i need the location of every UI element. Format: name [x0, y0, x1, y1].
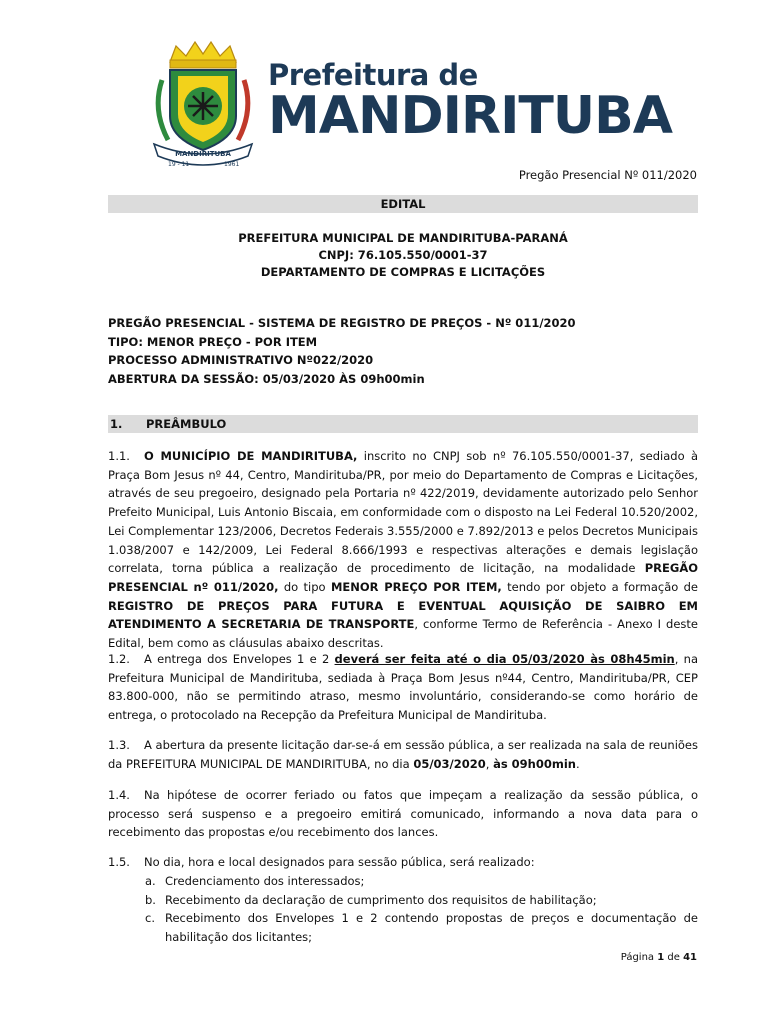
body-text: A entrega dos Envelopes 1 e 2: [144, 652, 335, 666]
org-name: PREFEITURA MUNICIPAL DE MANDIRITUBA-PARANÁ: [238, 231, 568, 245]
body-text: do tipo: [278, 579, 331, 594]
paragraph-1-2: [108, 650, 698, 725]
tender-info-line: ABERTURA DA SESSÃO: 05/03/2020 ÀS 09h00min: [108, 371, 425, 386]
paragraph-1-5: [108, 853, 698, 872]
section-heading: [108, 415, 698, 433]
list-letter: b.: [145, 892, 156, 907]
paragraph-number: 1.1.: [108, 449, 130, 463]
body-text: Na hipótese de ocorrer feriado ou fatos que impeçam a realização da sessão pública, o processo será suspenso e a pregoeiro emitirá comunicado, informando a nova data para o recebimento das propostas e/ou recebimento dos lances.: [108, 788, 698, 840]
tender-info-line: PROCESSO ADMINISTRATIVO Nº022/2020: [108, 353, 374, 367]
list-item: [145, 909, 698, 946]
paragraph-number: 1.4.: [108, 788, 130, 802]
list-item: [145, 872, 698, 891]
paragraph-number: 1.5.: [108, 855, 130, 869]
tender-info: [108, 314, 576, 388]
edital-heading: EDITAL: [108, 195, 698, 213]
body-text: tendo por objeto a formação de: [501, 579, 699, 594]
underlined-deadline: deverá ser feita até o dia 05/03/2020 às 08h45min: [334, 652, 675, 666]
org-cnpj: CNPJ: 76.105.550/0001-37: [318, 248, 488, 262]
seal-text: MANDIRITUBA: [175, 150, 231, 158]
section-title: PREÂMBULO: [146, 417, 227, 431]
bold-text: REGISTRO DE PREÇOS PARA FUTURA E EVENTUAL AQUISIÇÃO DE SAIBRO EM ATENDIMENTO A SECRETARIA DE TRANSPORTE: [108, 598, 698, 632]
page-footer: [621, 952, 697, 963]
brand-line1: Prefeitura de: [268, 58, 478, 92]
bold-text: 05/03/2020: [413, 756, 486, 771]
list-item: [145, 891, 698, 910]
tender-info-line: PREGÃO PRESENCIAL - SISTEMA DE REGISTRO DE PREÇOS - Nº 011/2020: [108, 316, 576, 330]
page-of: de: [667, 952, 680, 963]
body-text: , conforme Termo de Referência - Anexo I deste Edital, bem como as cláusulas abaixo descritas.: [108, 617, 698, 651]
seal-date-right: 1961: [224, 161, 240, 168]
body-text: .: [575, 756, 580, 771]
tender-info-line: TIPO: MENOR PREÇO - POR ITEM: [108, 334, 318, 349]
document-reference: Pregão Presencial Nº 011/2020: [518, 168, 697, 182]
body-text: , na Prefeitura Municipal de Mandirituba, sediada à Praça Bom Jesus nº44, Centro, Mandirituba/PR, CEP 83.800-000, não se permitindo atraso, mesmo involuntário, considerando-se como horário de entrega, o protocolado na Recepção da Prefeitura Municipal de Mandirituba.: [108, 652, 698, 723]
list-item-text: Credenciamento dos interessados;: [165, 874, 365, 888]
body-text: A abertura da presente licitação dar-se-á em sessão pública, a ser realizada na sala de reuniões da PREFEITURA MUNICIPAL DE MANDIRITUBA, no dia: [108, 738, 698, 771]
list-letter: a.: [145, 874, 156, 888]
bold-text: O MUNICÍPIO DE MANDIRITUBA,: [144, 449, 358, 463]
bold-text: MENOR PREÇO POR ITEM,: [330, 579, 502, 594]
paragraph-1-1: [108, 447, 698, 653]
section-number: 1.: [110, 417, 123, 431]
paragraph-1-3: [108, 736, 698, 773]
body-text: No dia, hora e local designados para sessão pública, será realizado:: [144, 855, 535, 869]
paragraph-1-5-list: [145, 872, 698, 947]
list-letter: c.: [145, 911, 155, 926]
list-item-text: Recebimento dos Envelopes 1 e 2 contendo propostas de preços e documentação de habilitação dos licitantes;: [165, 911, 698, 945]
brand-wordmark: [268, 60, 672, 144]
page-total: 41: [683, 952, 697, 963]
paragraph-number: 1.3.: [108, 738, 130, 752]
page-label: Página: [620, 952, 655, 963]
paragraph-number: 1.2.: [108, 652, 130, 666]
coat-of-arms-logo: [148, 40, 258, 168]
bold-text: PREGÃO PRESENCIAL nº 011/2020,: [108, 561, 698, 594]
seal-date-left: 19 - 11: [168, 161, 190, 168]
page-number: 1: [657, 952, 665, 963]
org-dept: DEPARTAMENTO DE COMPRAS E LICITAÇÕES: [260, 265, 546, 279]
list-item-text: Recebimento da declaração de cumprimento dos requisitos de habilitação;: [165, 892, 597, 907]
brand-line2: MANDIRITUBA: [268, 86, 672, 146]
body-text: inscrito no CNPJ sob nº 76.105.550/0001-37, sediado à Praça Bom Jesus nº 44, Centro, Mandirituba/PR, por meio do Departamento de Compras e Licitações, através de seu pregoeiro, designado pela Portaria nº 422/2019, devidamente autorizado pelo Senhor Prefeito Municipal, Luis Antonio Biscaia, em conformidade com o disposto na Lei Federal 10.520/2002, Lei Complementar 123/2006, Decretos Federais 3.555/2000 e 7.892/2013 e pelos Decretos Municipais 1.038/2007 e 142/2009, Lei Federal 8.666/1993 e respectivas alterações e demais legislação correlata, torna pública a realização de procedimento de licitação, na modalidade: [108, 449, 698, 576]
paragraph-1-4: [108, 786, 698, 842]
body-text: ,: [485, 756, 494, 771]
bold-text: às 09h00min: [493, 756, 576, 771]
